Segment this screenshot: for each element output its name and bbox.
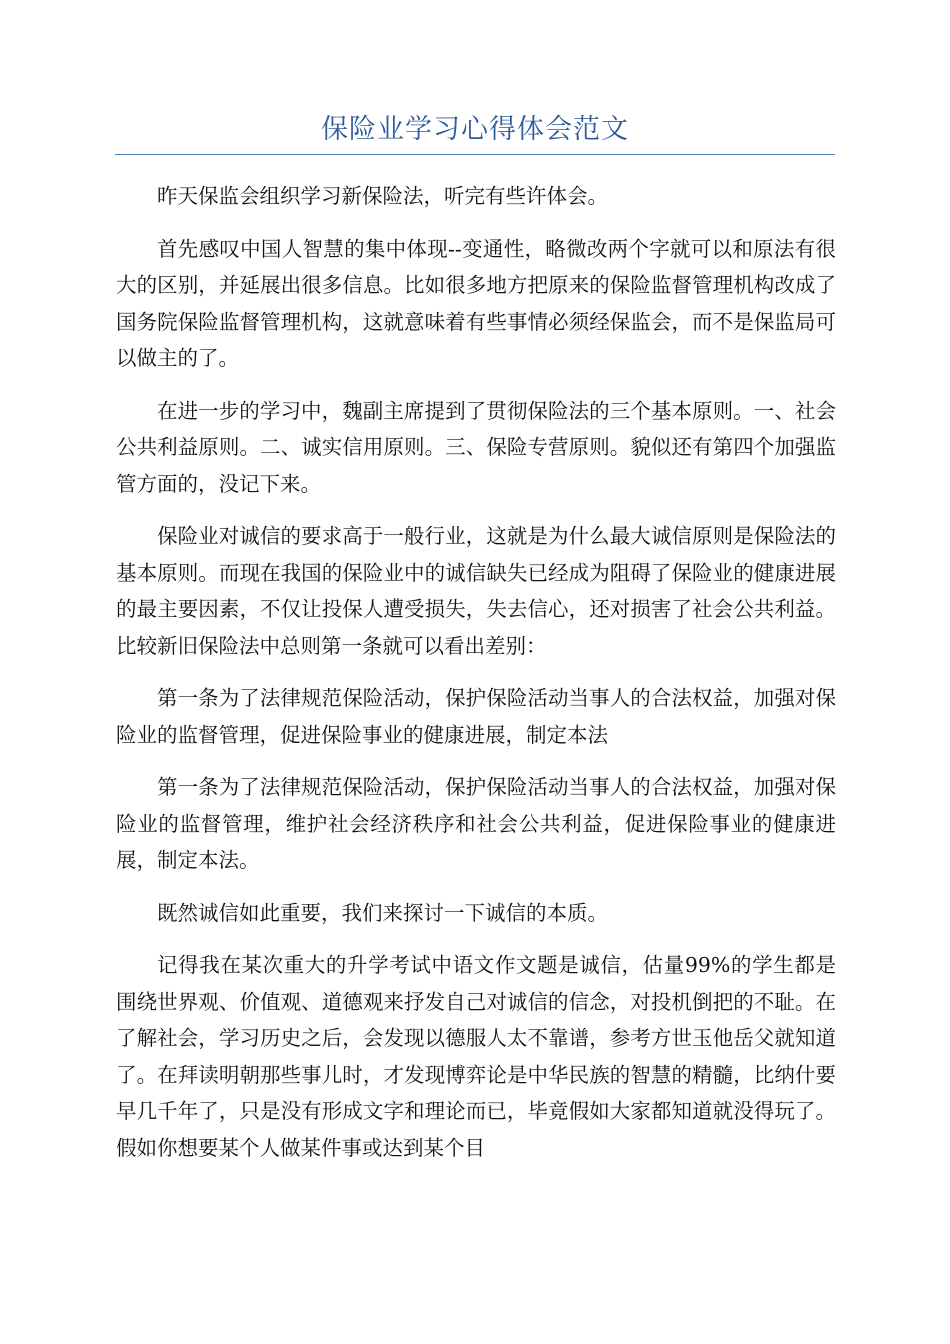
document-title: 保险业学习心得体会范文 [321,114,629,145]
paragraph-7: 既然诚信如此重要，我们来探讨一下诚信的本质。 [157,900,608,925]
paragraph-8: 记得我在某次重大的升学考试中语文作文题是诚信，估量99%的学生都是围绕世界观、价值观、道德观来抒发自己对诚信的信念，对投机倒把的不耻。在了解社会，学习历史之后，会发现以德服人太不靠谱，参考方世玉他岳父就知道了。在拜读明朝那些事儿时，才发现博弈论是中华民族的智慧的精髓，比纳什要早几千年了，只是没有形成文字和理论而已，毕竟假如大家都知道就没得玩了。假如你想要某个人做某件事或达到某个目 [116,953,836,1160]
document-body [116,178,836,1182]
paragraph-1: 昨天保监会组织学习新保险法，听完有些许体会。 [157,184,608,208]
paragraph-4: 保险业对诚信的要求高于一般行业，这就是为什么最大诚信原则是保险法的基本原则。而现在我国的保险业中的诚信缺失已经成为阻碍了保险业的健康进展的最主要因素，不仅让投保人遭受损失，失去信心，还对损害了社会公共利益。比较新旧保险法中总则第一条就可以看出差别： [116,524,836,658]
paragraph-2: 首先感叹中国人智慧的集中体现--变通性，略微改两个字就可以和原法有很大的区别，并延展出很多信息。比如很多地方把原来的保险监督管理机构改成了国务院保险监督管理机构，这就意味着有些事情必须经保监会，而不是保监局可以做主的了。 [116,236,836,370]
paragraph-3: 在进一步的学习中，魏副主席提到了贯彻保险法的三个基本原则。一、社会公共利益原则。二、诚实信用原则。三、保险专营原则。貌似还有第四个加强监管方面的，没记下来。 [116,398,836,496]
paragraph-6: 第一条为了法律规范保险活动，保护保险活动当事人的合法权益，加强对保险业的监督管理，维护社会经济秩序和社会公共利益，促进保险事业的健康进展，制定本法。 [116,775,836,872]
title-underline [115,154,835,155]
paragraph-5: 第一条为了法律规范保险活动，保护保险活动当事人的合法权益，加强对保险业的监督管理，促进保险事业的健康进展，制定本法 [116,686,836,747]
